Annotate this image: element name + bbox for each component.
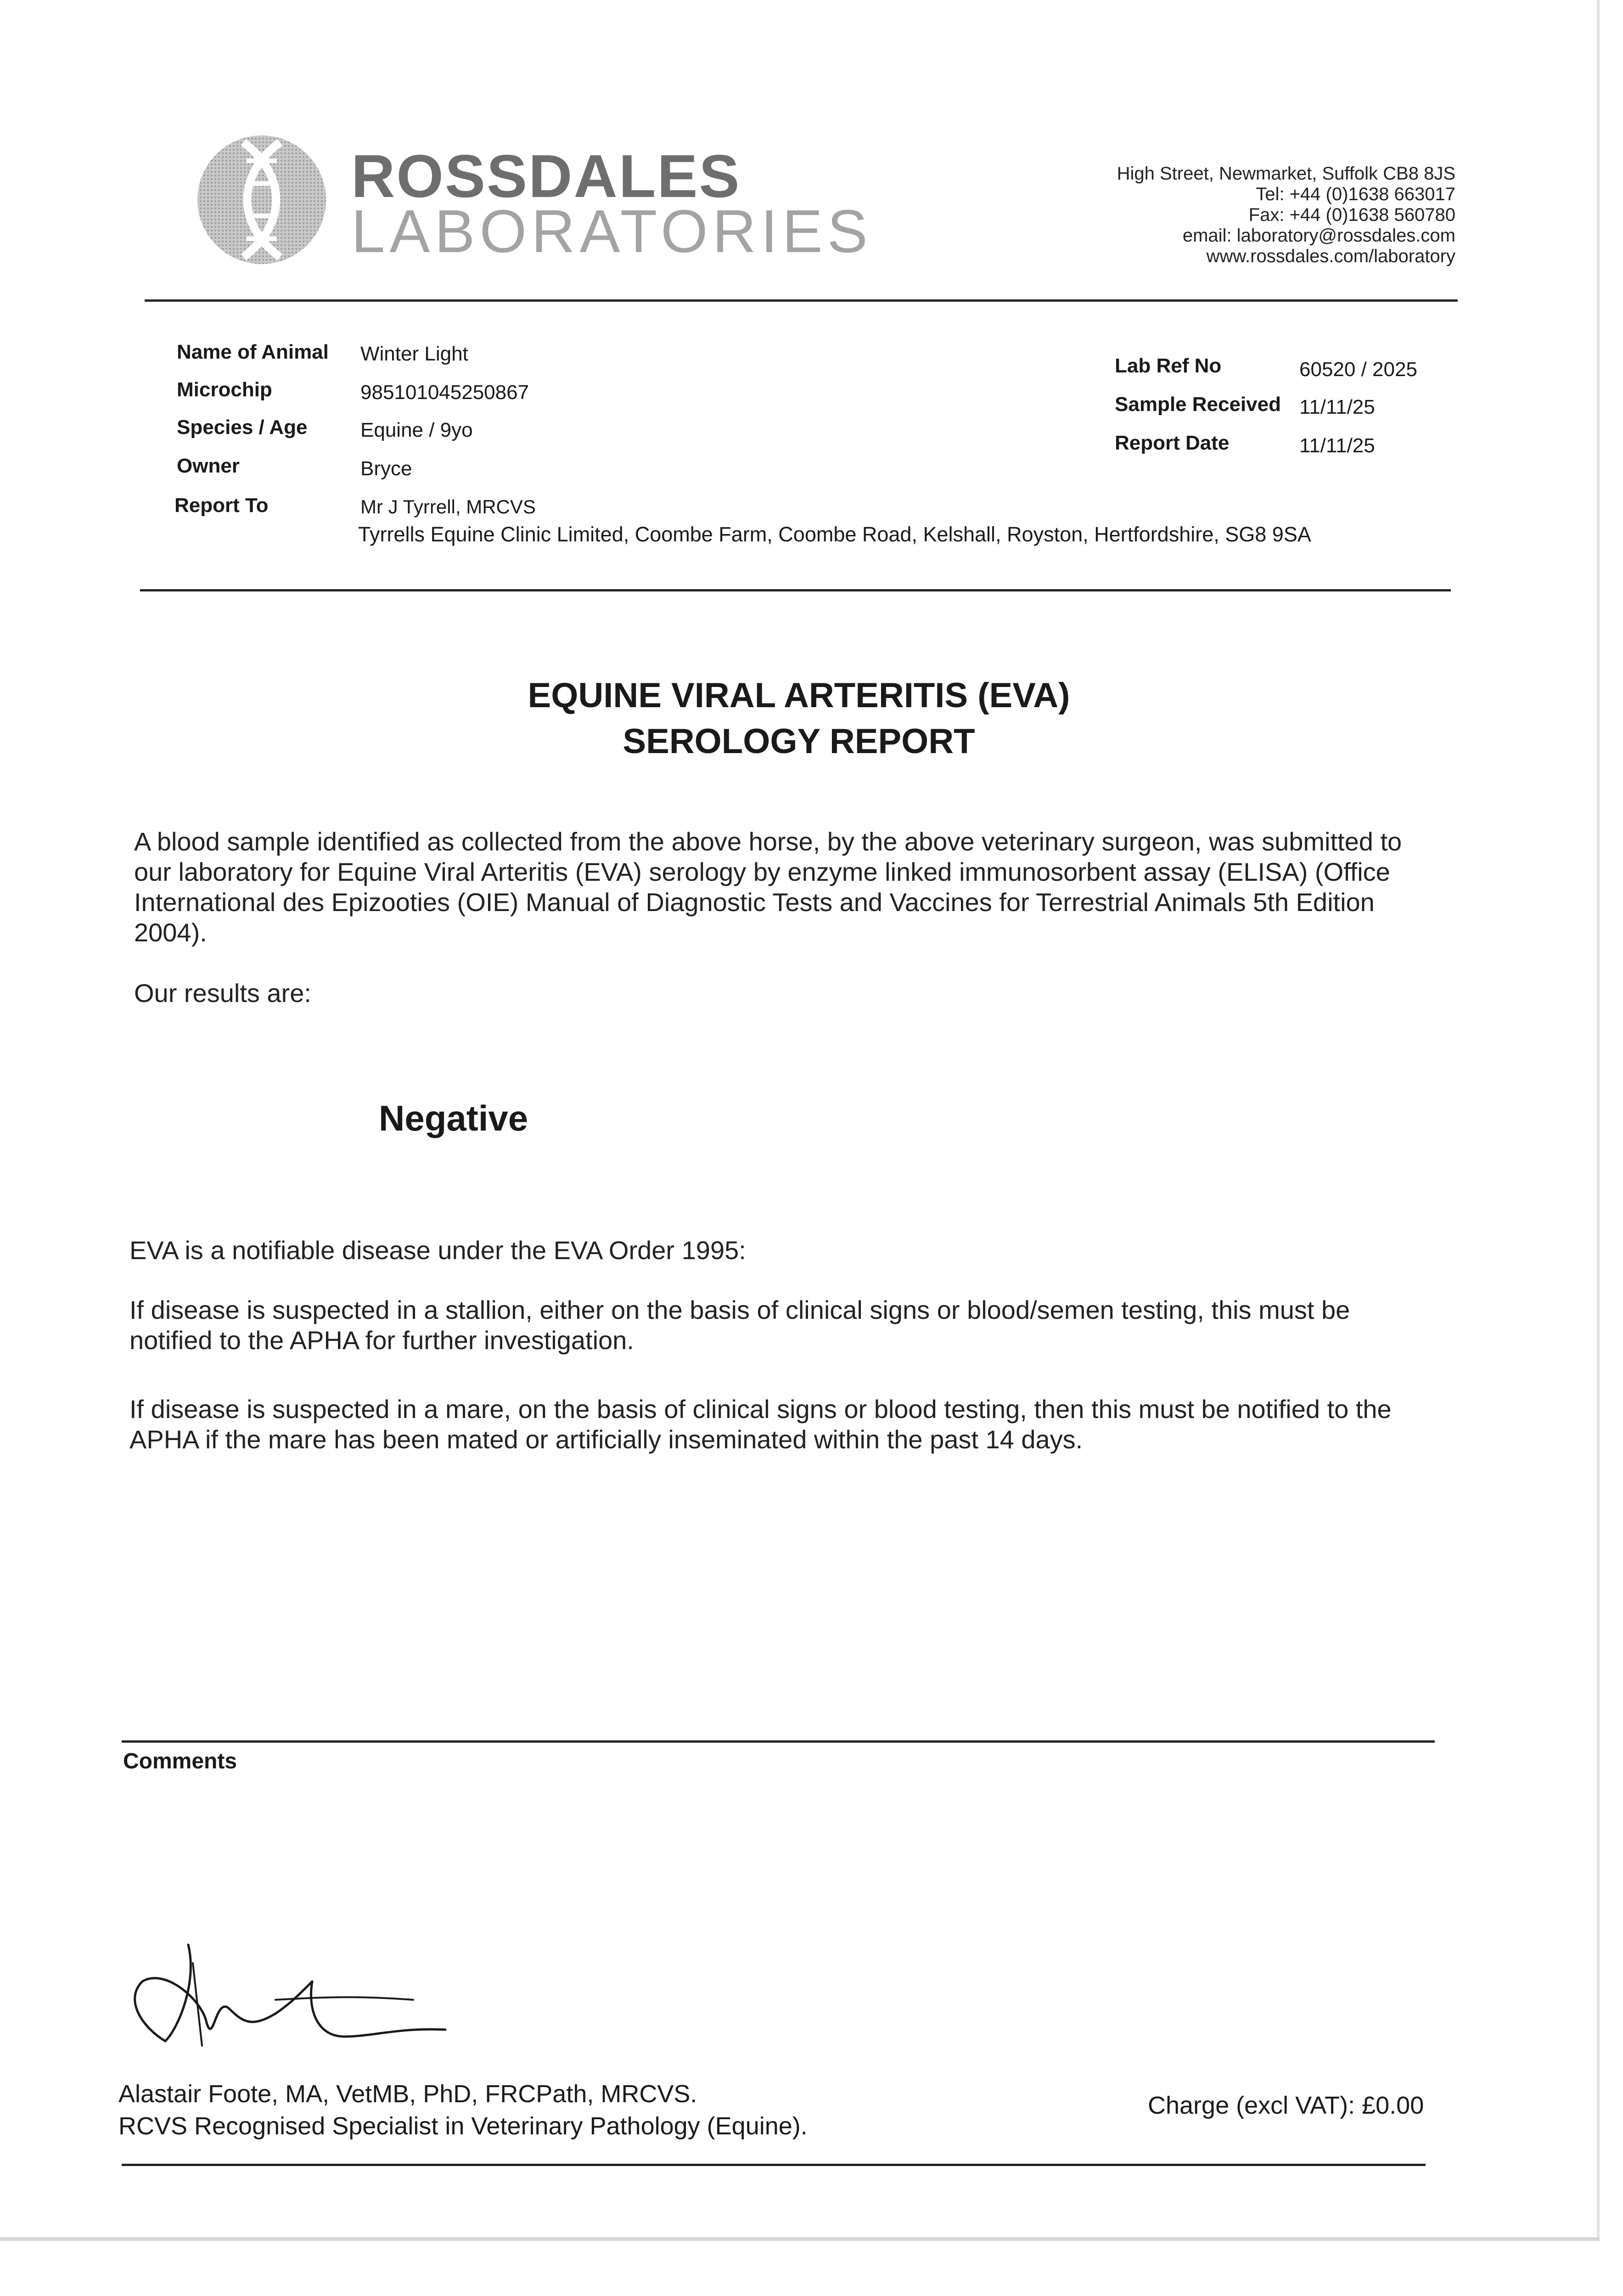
owner-label: Owner: [177, 455, 240, 477]
header-divider: [145, 299, 1458, 302]
microchip-value: 985101045250867: [360, 381, 529, 404]
mare-guidance: If disease is suspected in a mare, on the basis of clinical signs or blood testing, then this must be notified to the APHA if the mare has been mated or artificially inseminated within the past 14 days.: [129, 1395, 1392, 1454]
page-edge-bottom: [0, 2237, 1600, 2241]
stallion-guidance: If disease is suspected in a stallion, either on the basis of clinical signs or blood/semen testing, this must be notified to the APHA for further investigation.: [129, 1295, 1350, 1355]
charge-amount: Charge (excl VAT): £0.00: [1148, 2092, 1424, 2119]
dna-logo-icon: [195, 133, 328, 266]
report-date-label: Report Date: [1115, 432, 1230, 454]
signatory-name: Alastair Foote, MA, VetMB, PhD, FRCPath, MRCVS.: [118, 2080, 697, 2108]
microchip-label: Microchip: [177, 378, 272, 401]
telephone: Tel: +44 (0)1638 663017: [1256, 184, 1455, 204]
name-of-animal-value: Winter Light: [360, 343, 468, 365]
report-date-value: 11/11/25: [1299, 434, 1375, 457]
results-intro: Our results are:: [134, 979, 311, 1007]
owner-value: Bryce: [360, 457, 412, 480]
sample-received-value: 11/11/25: [1299, 396, 1375, 418]
intro-paragraph: A blood sample identified as collected from the above horse, by the above veterinary surgeon, was submitted to our laboratory for Equine Viral Arteritis (EVA) serology by enzyme linked immunosorbent assay (ELISA) (Office International des Epizooties (OIE) Manual of Diagnostic Tests and Vaccines for Terrestrial Animals 5th Edition 2004).: [134, 827, 1402, 947]
lab-ref-value: 60520 / 2025: [1299, 358, 1417, 381]
name-of-animal-label: Name of Animal: [177, 341, 329, 363]
lab-address-block: [1117, 163, 1455, 267]
species-age-value: Equine / 9yo: [360, 419, 473, 441]
signatory-role: RCVS Recognised Specialist in Veterinary Pathology (Equine).: [118, 2112, 808, 2140]
test-result: Negative: [379, 1098, 528, 1138]
report-to-label: Report To: [174, 494, 269, 517]
notifiable-statement: EVA is a notifiable disease under the EVA Order 1995:: [129, 1236, 746, 1265]
comments-label: Comments: [123, 1749, 237, 1773]
report-title-line2: SEROLOGY REPORT: [623, 722, 975, 761]
info-divider: [140, 589, 1451, 591]
species-age-label: Species / Age: [177, 416, 308, 439]
fax: Fax: +44 (0)1638 560780: [1248, 205, 1455, 225]
brand-name-line2: LABORATORIES: [351, 197, 872, 265]
report-to-address: Tyrrells Equine Clinic Limited, Coombe Farm, Coombe Road, Kelshall, Royston, Hertfordshire, SG8 9SA: [358, 523, 1311, 546]
sample-received-label: Sample Received: [1115, 393, 1281, 416]
signature-scribble: [124, 1936, 468, 2055]
email: email: laboratory@rossdales.com: [1182, 225, 1455, 246]
page-edge-right: [1597, 0, 1600, 2241]
footer-divider: [122, 2164, 1426, 2166]
lab-ref-label: Lab Ref No: [1115, 355, 1222, 377]
report-to-name: Mr J Tyrrell, MRCVS: [360, 496, 536, 518]
comments-divider: [122, 1740, 1435, 1743]
brand-name-line1: ROSSDALES: [351, 142, 741, 210]
address-line: High Street, Newmarket, Suffolk CB8 8JS: [1117, 163, 1455, 184]
website: www.rossdales.com/laboratory: [1206, 246, 1455, 266]
report-title-line1: EQUINE VIRAL ARTERITIS (EVA): [528, 676, 1070, 715]
